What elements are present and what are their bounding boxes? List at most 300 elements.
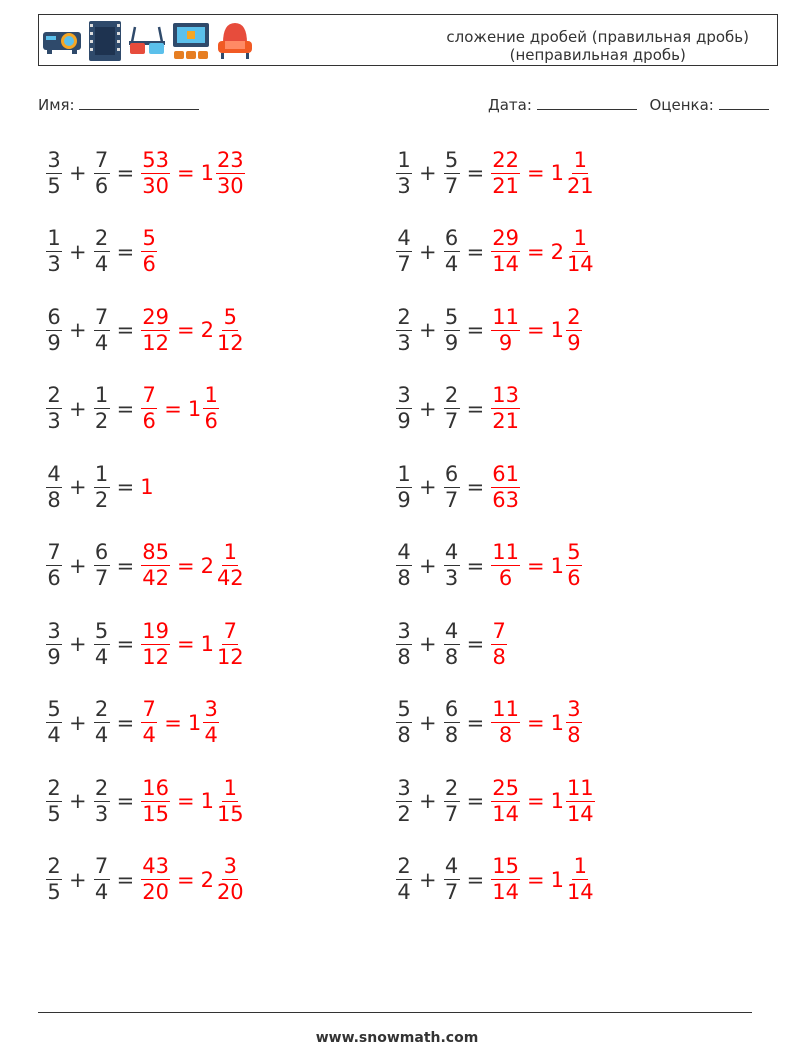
plus-sign: + [419,318,437,342]
numerator: 61 [492,461,519,486]
fraction [94,540,110,591]
score-blank [719,94,769,110]
armchair-icon [215,19,255,63]
numerator: 2 [47,854,61,878]
numerator: 1 [94,461,109,486]
fraction [94,697,110,748]
fraction [94,776,110,827]
fraction [444,540,460,591]
plus-sign: + [419,161,437,185]
fraction [46,383,62,434]
equals-sign: = [176,161,195,185]
numerator: 5 [94,618,109,643]
numerator: 3 [47,618,61,643]
fraction [203,383,219,434]
fraction [141,226,157,277]
denominator: 8 [444,644,459,669]
denominator: 8 [397,723,411,747]
denominator: 4 [47,723,61,747]
fraction [94,148,110,199]
fraction [46,462,62,513]
plus-sign: + [419,789,437,813]
numerator: 2 [397,304,411,329]
denominator: 6 [142,409,156,433]
denominator: 7 [444,173,459,198]
problem-item [395,300,583,360]
fraction [444,226,460,277]
numerator: 7 [142,383,156,407]
numerator: 1 [223,775,237,800]
fraction [491,462,520,513]
problem-item [45,693,220,753]
date-label: Дата: [488,96,532,114]
answer [140,383,220,434]
numerator: 4 [47,461,61,486]
denominator: 4 [94,880,109,904]
problem-item [45,536,246,596]
fraction [46,226,62,277]
denominator: 9 [397,487,411,512]
problem-item [395,771,596,831]
numerator: 4 [444,540,459,564]
answer [490,148,595,199]
fraction [566,226,595,277]
denominator: 8 [567,723,581,747]
fraction [444,776,460,827]
fraction [216,540,245,591]
title-line-1: сложение дробей (правильная дробь) [446,28,749,46]
equals-sign: = [116,789,135,813]
denominator: 5 [47,173,61,198]
fraction [94,854,110,905]
numerator: 5 [142,226,156,250]
numerator: 4 [444,618,459,643]
fraction [203,697,219,748]
plus-sign: + [69,475,87,499]
denominator: 14 [566,801,594,826]
plus-sign: + [69,867,87,892]
numerator: 13 [492,383,519,407]
equals-sign: = [116,553,135,578]
numerator: 19 [142,618,169,643]
denominator: 6 [142,252,156,276]
equals-sign: = [176,553,195,578]
name-label: Имя: [38,96,75,114]
answer [490,697,583,748]
monitor-icon [171,19,211,63]
problem-item [45,300,246,360]
denominator: 9 [397,409,411,433]
equals-sign: = [466,318,485,342]
problem-item [45,143,246,203]
plus-sign: + [419,239,437,264]
equals-sign: = [466,867,485,892]
denominator: 4 [94,252,109,276]
worksheet-title [446,28,749,64]
numerator: 3 [47,147,61,172]
equals-sign: = [164,710,182,735]
denominator: 42 [142,566,169,590]
numerator: 2 [47,775,61,800]
denominator: 3 [444,566,459,590]
denominator: 14 [492,801,519,826]
fraction [46,854,62,905]
denominator: 9 [498,330,513,355]
denominator: 4 [94,330,109,355]
numerator: 3 [397,383,411,407]
plus-sign: + [69,789,87,813]
equals-sign: = [526,710,545,735]
fraction [46,697,62,748]
numerator: 6 [444,226,459,250]
fraction [566,148,595,199]
fraction [491,619,507,670]
denominator: 12 [216,330,244,355]
equals-sign: = [466,161,485,185]
denominator: 4 [444,252,459,276]
denominator: 8 [498,723,513,747]
fraction [396,776,412,827]
plus-sign: + [419,553,437,578]
fraction [94,462,110,513]
numerator: 5 [444,147,459,172]
numerator: 6 [444,697,459,721]
fraction [396,462,412,513]
denominator: 8 [397,644,411,669]
fraction [491,854,520,905]
numerator: 7 [94,147,109,172]
numerator: 22 [492,147,519,172]
mixed-whole: 1 [187,710,202,735]
problem-item [395,379,521,439]
equals-sign: = [116,632,135,656]
fraction [46,305,62,356]
denominator: 9 [47,644,61,669]
equals-sign: = [116,239,135,264]
plus-sign: + [69,553,87,578]
equals-sign: = [466,239,485,264]
denominator: 9 [444,330,459,355]
mixed-whole: 2 [550,239,564,264]
mixed-whole: 2 [200,867,214,892]
denominator: 12 [142,330,169,355]
numerator: 3 [567,697,581,721]
equals-sign: = [466,632,485,656]
mixed-whole: 2 [200,553,214,578]
denominator: 8 [397,566,411,590]
fraction [396,383,412,434]
numerator: 2 [567,304,581,329]
denominator: 4 [94,723,109,747]
fraction [396,697,412,748]
numerator: 6 [47,304,61,329]
numerator: 11 [566,775,594,800]
fraction [216,619,245,670]
denominator: 20 [142,880,169,904]
numerator: 2 [444,775,459,800]
fraction [491,226,520,277]
denominator: 6 [498,566,513,590]
numerator: 29 [142,304,169,329]
footer-divider [38,1012,752,1013]
numerator: 2 [397,854,411,878]
answer [140,697,220,748]
fraction [566,305,582,356]
plus-sign: + [69,632,87,656]
numerator: 3 [397,775,411,800]
problem-item [395,143,596,203]
answer [490,305,583,356]
name-blank [79,94,199,110]
fraction [566,540,582,591]
numerator: 6 [94,540,109,564]
numerator: 43 [142,854,169,878]
fraction [141,854,170,905]
problem-item [45,850,246,910]
equals-sign: = [466,475,485,499]
equals-sign: = [176,789,195,813]
denominator: 14 [566,252,594,276]
numerator: 6 [444,461,459,486]
numerator: 2 [444,383,459,407]
equals-sign: = [116,318,135,342]
denominator: 7 [444,801,459,826]
fraction [216,776,245,827]
answer [140,776,245,827]
fraction [46,148,62,199]
fraction [566,854,595,905]
equals-sign: = [466,553,485,578]
fraction [491,305,520,356]
mixed-whole: 1 [550,318,564,342]
denominator: 7 [444,880,459,904]
denominator: 6 [567,566,581,590]
problem-item [45,771,246,831]
mixed-whole: 1 [550,710,564,735]
problem-item [395,850,596,910]
equals-sign: = [526,553,545,578]
fraction [491,540,520,591]
film-strip-icon [87,19,123,63]
denominator: 4 [204,723,218,747]
denominator: 4 [142,723,156,747]
numerator: 4 [444,854,459,878]
numerator: 11 [492,697,519,721]
answer [490,540,583,591]
numerator: 5 [47,697,61,721]
numerator: 1 [573,226,587,250]
fraction [444,383,460,434]
denominator: 6 [94,173,109,198]
fraction [491,697,520,748]
numerator: 11 [492,540,519,564]
denominator: 7 [94,566,109,590]
answer [490,619,508,670]
problem-item [45,222,158,282]
fraction [94,305,110,356]
fraction [396,305,412,356]
equals-sign: = [116,396,135,421]
numerator: 3 [204,697,218,721]
numerator: 4 [397,540,411,564]
numerator: 7 [223,618,237,643]
equals-sign: = [526,161,545,185]
answer [140,619,245,670]
equals-sign: = [526,867,545,892]
problem-item [45,379,220,439]
numerator: 7 [94,304,109,329]
fraction [94,383,110,434]
fraction [491,148,520,199]
problem-item [45,457,154,517]
equals-sign: = [176,318,195,342]
numerator: 1 [94,383,109,407]
problem-item [395,536,583,596]
fraction [444,697,460,748]
numerator: 2 [94,775,109,800]
equals-sign: = [526,318,545,342]
mixed-whole: 1 [200,632,214,656]
equals-sign: = [164,396,182,421]
worksheet-header [38,14,778,66]
numerator: 7 [94,854,109,878]
numerator: 1 [47,226,61,250]
name-field [38,94,199,114]
numerator: 2 [94,697,109,721]
fraction [141,383,157,434]
denominator: 7 [444,487,459,512]
problem-item [45,614,246,674]
denominator: 7 [397,252,411,276]
answer-integer: 1 [140,475,154,499]
denominator: 42 [216,566,244,590]
denominator: 4 [397,880,411,904]
answer [140,475,153,499]
denominator: 7 [444,409,459,433]
denominator: 2 [94,409,109,433]
fraction [444,854,460,905]
plus-sign: + [419,710,437,735]
date-score-field [488,94,769,114]
answer [490,383,521,434]
title-line-2: (неправильная дробь) [509,46,686,64]
fraction [491,776,520,827]
numerator: 5 [223,304,237,329]
fraction [396,540,412,591]
equals-sign: = [466,710,485,735]
fraction [444,148,460,199]
denominator: 9 [567,330,581,355]
fraction [566,697,582,748]
denominator: 30 [142,173,169,198]
fraction [94,226,110,277]
numerator: 53 [142,147,169,172]
denominator: 8 [492,644,506,669]
denominator: 21 [492,173,519,198]
numerator: 5 [567,540,581,564]
answer [140,540,245,591]
date-blank [537,94,637,110]
numerator: 2 [47,383,61,407]
denominator: 15 [216,801,244,826]
problem-item [395,457,521,517]
fraction [216,305,245,356]
equals-sign: = [466,789,485,813]
plus-sign: + [69,318,87,342]
equals-sign: = [526,789,545,813]
denominator: 14 [566,880,594,904]
equals-sign: = [466,396,485,421]
numerator: 1 [573,147,587,172]
answer [490,776,595,827]
plus-sign: + [69,710,87,735]
numerator: 15 [492,854,519,878]
numerator: 85 [142,540,169,564]
numerator: 4 [397,226,411,250]
denominator: 20 [216,880,244,904]
numerator: 1 [204,383,218,407]
fraction [566,776,595,827]
equals-sign: = [116,161,135,185]
denominator: 3 [47,409,61,433]
answer [140,305,245,356]
equals-sign: = [526,239,545,264]
denominator: 21 [492,409,519,433]
denominator: 3 [397,173,411,198]
denominator: 14 [492,252,519,276]
denominator: 30 [216,173,244,198]
plus-sign: + [419,632,437,656]
numerator: 16 [142,775,169,800]
denominator: 21 [566,173,594,198]
fraction [141,619,170,670]
fraction [141,776,170,827]
denominator: 9 [47,330,61,355]
numerator: 25 [492,775,519,800]
numerator: 23 [216,147,244,172]
denominator: 2 [94,487,109,512]
fraction [216,148,245,199]
fraction [396,148,412,199]
plus-sign: + [419,475,437,499]
fraction [444,462,460,513]
equals-sign: = [176,632,195,656]
footer-url: www.snowmath.com [315,1030,479,1046]
denominator: 12 [216,644,244,669]
plus-sign: + [419,396,437,421]
denominator: 6 [204,409,218,433]
denominator: 63 [492,487,519,512]
denominator: 6 [47,566,61,590]
equals-sign: = [116,867,135,892]
numerator: 11 [492,304,519,329]
fraction [46,619,62,670]
plus-sign: + [69,161,87,185]
numerator: 1 [397,461,411,486]
denominator: 5 [47,801,61,826]
denominator: 3 [397,330,411,355]
mixed-whole: 1 [550,553,564,578]
equals-sign: = [116,710,135,735]
numerator: 5 [397,697,411,721]
3d-glasses-icon [127,23,167,59]
score-label: Оценка: [649,96,714,114]
mixed-whole: 1 [200,789,214,813]
fraction [396,619,412,670]
answer [490,462,521,513]
header-icons [41,18,255,64]
numerator: 1 [573,854,587,878]
